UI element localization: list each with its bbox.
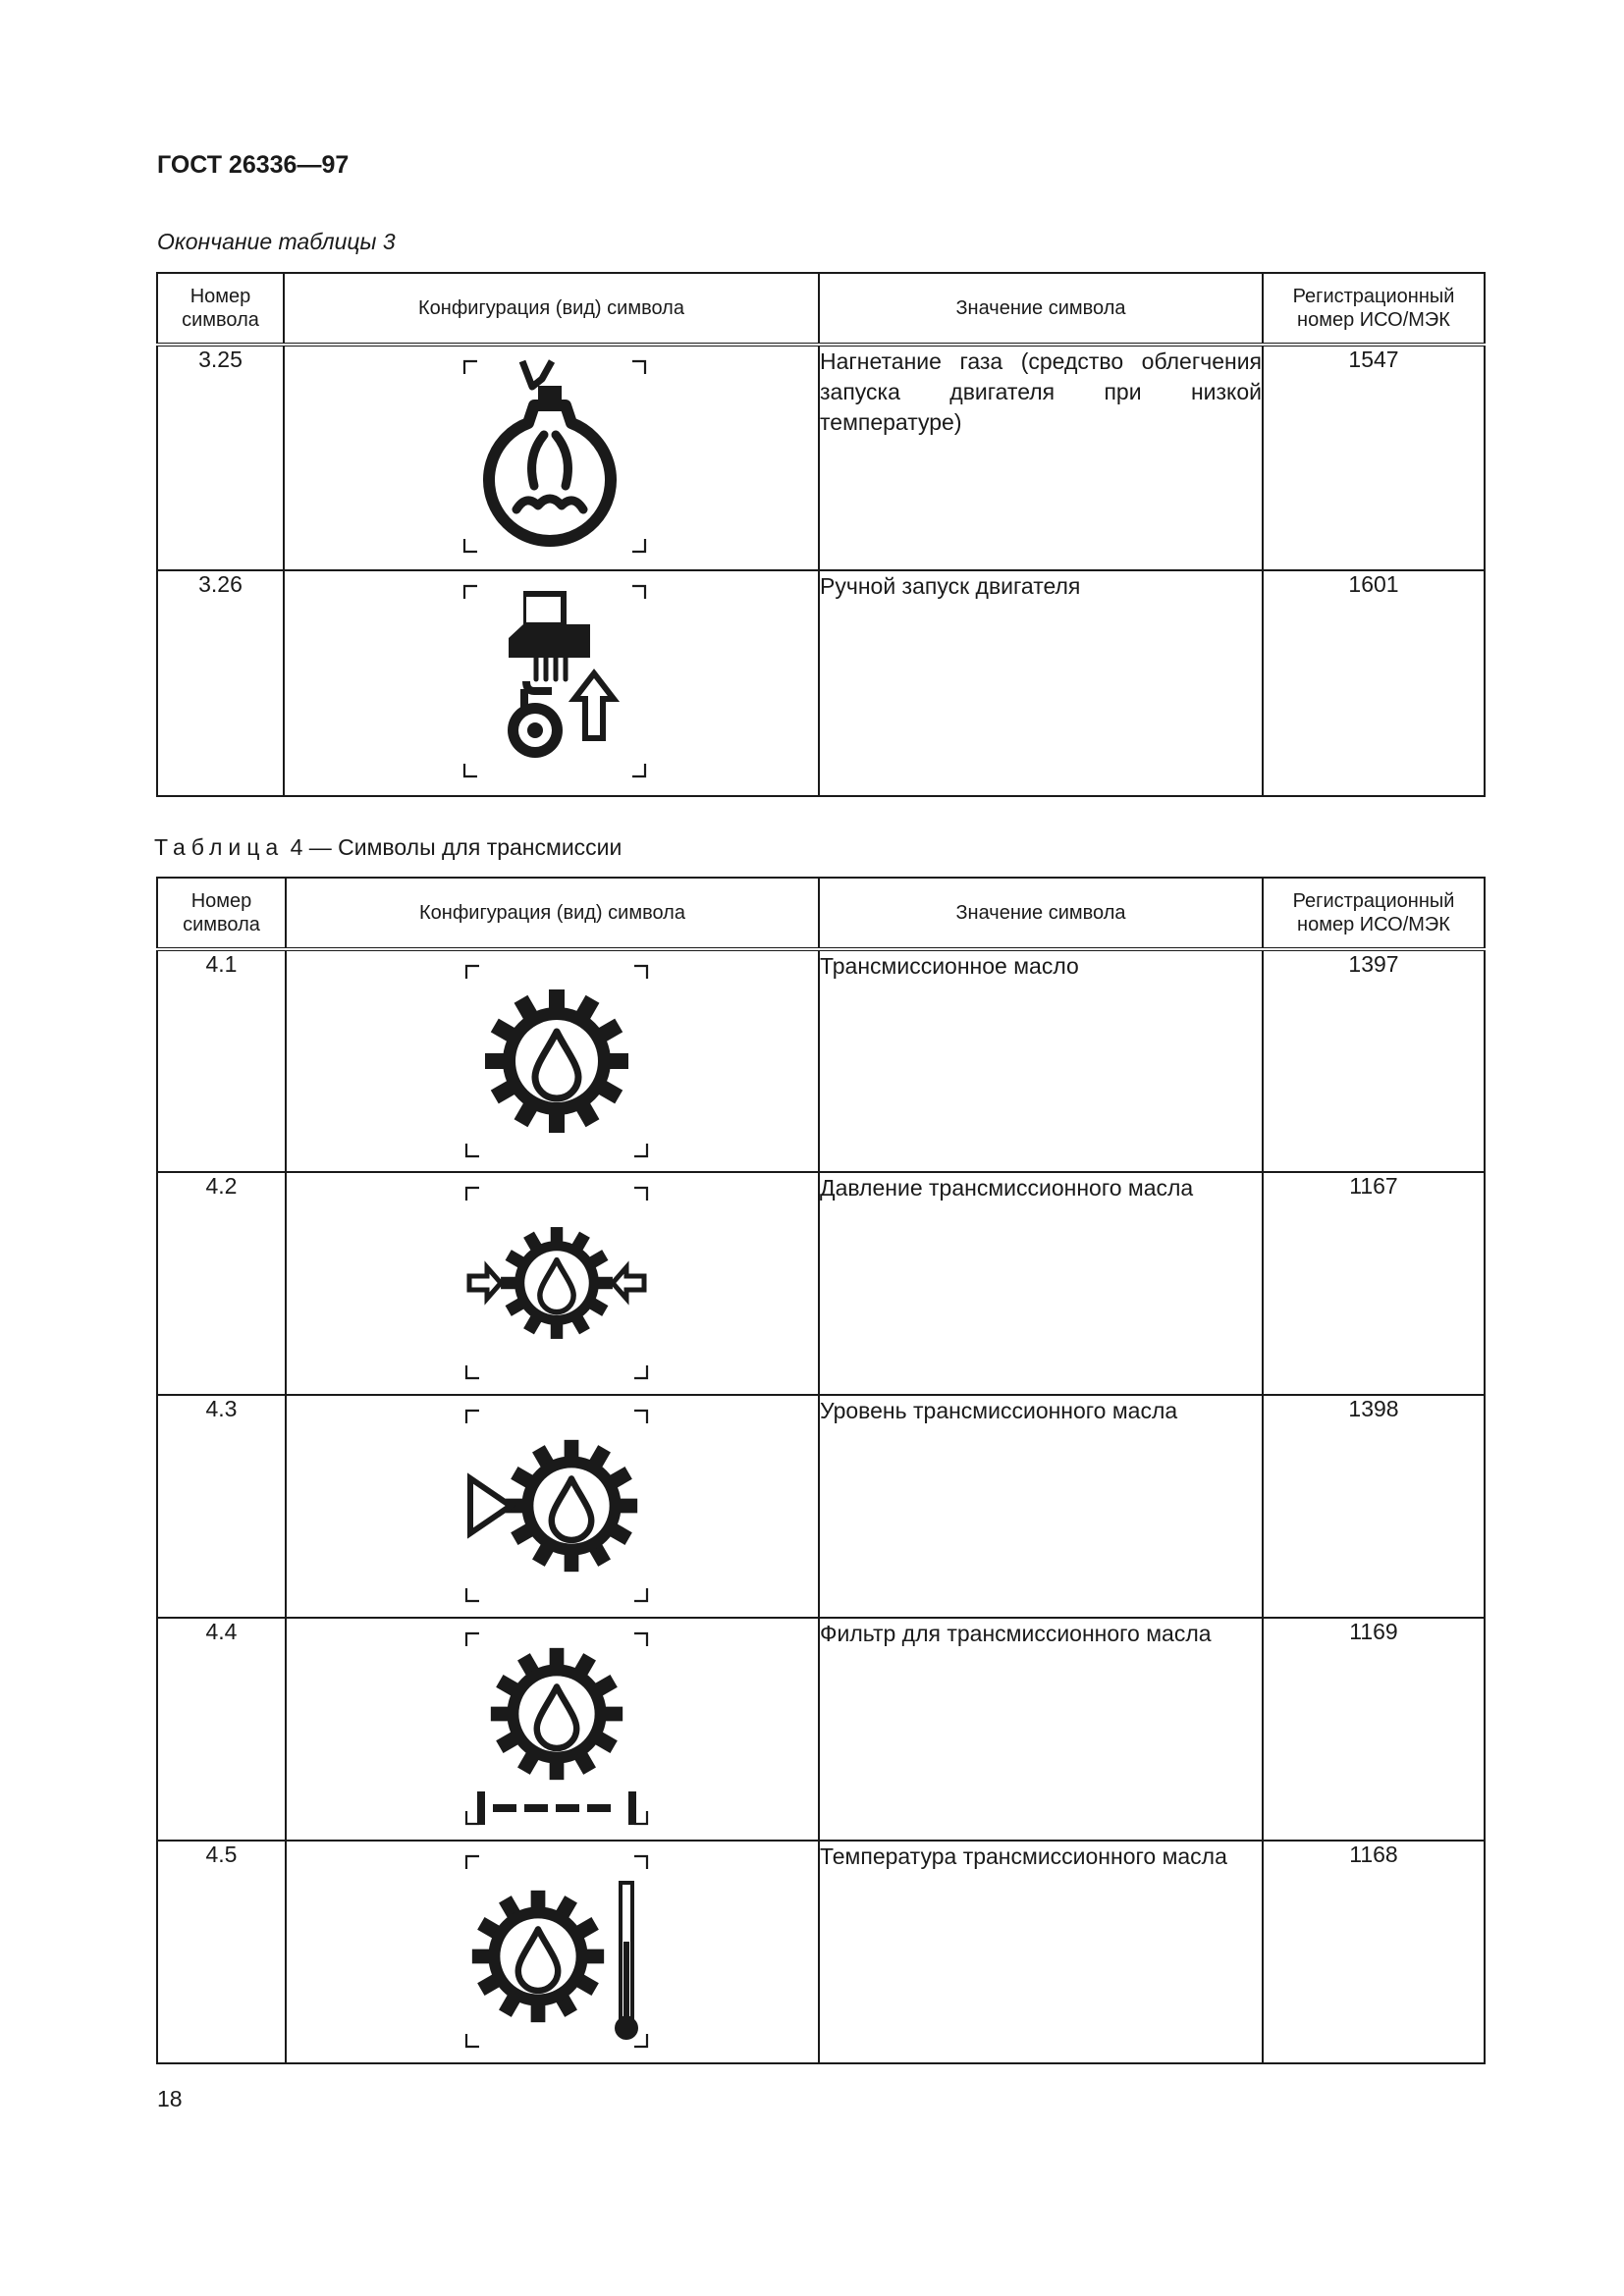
symbol-meaning: Ручной запуск двигателя bbox=[819, 570, 1263, 796]
table3-caption: Окончание таблицы 3 bbox=[157, 229, 396, 254]
symbol-configuration bbox=[286, 1172, 819, 1395]
column-header-number: Номер символа bbox=[157, 273, 284, 345]
symbol-configuration bbox=[286, 949, 819, 1172]
table-row bbox=[157, 949, 1485, 1172]
registration-number: 1169 bbox=[1263, 1618, 1485, 1841]
table4-caption bbox=[154, 834, 622, 861]
column-header-registration: Регистрационный номер ИСО/МЭК bbox=[1263, 273, 1485, 345]
column-header-configuration: Конфигурация (вид) символа bbox=[286, 878, 819, 949]
table-row bbox=[157, 570, 1485, 796]
table-row bbox=[157, 1841, 1485, 2063]
table-header-row bbox=[157, 878, 1485, 949]
transmission-oil-pressure-icon bbox=[463, 1185, 650, 1381]
column-header-number: Номер символа bbox=[157, 878, 286, 949]
symbol-number: 4.3 bbox=[157, 1395, 286, 1618]
symbol-configuration bbox=[286, 1841, 819, 2063]
symbol-configuration bbox=[286, 1395, 819, 1618]
registration-number: 1601 bbox=[1263, 570, 1485, 796]
symbol-configuration bbox=[286, 1618, 819, 1841]
manual-engine-start-icon bbox=[461, 583, 648, 779]
table4-caption-text: 4 — Символы для трансмиссии bbox=[284, 834, 623, 860]
registration-number: 1397 bbox=[1263, 949, 1485, 1172]
column-header-meaning: Значение символа bbox=[819, 273, 1263, 345]
symbol-number: 4.1 bbox=[157, 949, 286, 1172]
symbols-table-3 bbox=[156, 272, 1486, 797]
registration-number: 1398 bbox=[1263, 1395, 1485, 1618]
symbol-configuration bbox=[284, 345, 819, 570]
symbol-configuration bbox=[284, 570, 819, 796]
column-header-registration: Регистрационный номер ИСО/МЭК bbox=[1263, 878, 1485, 949]
page-number: 18 bbox=[157, 2086, 183, 2111]
transmission-oil-level-icon bbox=[463, 1408, 650, 1604]
table-header-row bbox=[157, 273, 1485, 345]
transmission-oil-temperature-icon bbox=[463, 1853, 650, 2050]
symbol-number: 4.4 bbox=[157, 1618, 286, 1841]
symbol-number: 4.5 bbox=[157, 1841, 286, 2063]
symbols-table-4 bbox=[156, 877, 1486, 2064]
table-row bbox=[157, 1618, 1485, 1841]
symbol-meaning: Температура трансмиссионного масла bbox=[819, 1841, 1263, 2063]
symbol-number: 3.25 bbox=[157, 345, 284, 570]
column-header-meaning: Значение символа bbox=[819, 878, 1263, 949]
gas-injection-icon bbox=[461, 358, 648, 555]
table-row bbox=[157, 345, 1485, 570]
symbol-meaning: Давление трансмиссионного масла bbox=[819, 1172, 1263, 1395]
registration-number: 1168 bbox=[1263, 1841, 1485, 2063]
symbol-number: 3.26 bbox=[157, 570, 284, 796]
table4-caption-prefix: Таблица bbox=[154, 834, 285, 860]
document-title: ГОСТ 26336—97 bbox=[157, 151, 350, 179]
transmission-oil-icon bbox=[463, 963, 650, 1159]
transmission-oil-filter-icon bbox=[463, 1630, 650, 1827]
symbol-meaning: Трансмиссионное масло bbox=[819, 949, 1263, 1172]
column-header-configuration: Конфигурация (вид) символа bbox=[284, 273, 819, 345]
table-row bbox=[157, 1395, 1485, 1618]
symbol-number: 4.2 bbox=[157, 1172, 286, 1395]
table-row bbox=[157, 1172, 1485, 1395]
registration-number: 1167 bbox=[1263, 1172, 1485, 1395]
symbol-meaning: Нагнетание газа (средство облегчения запуска двигателя при низкой температуре) bbox=[819, 345, 1263, 570]
symbol-meaning: Уровень трансмиссионного масла bbox=[819, 1395, 1263, 1618]
registration-number: 1547 bbox=[1263, 345, 1485, 570]
symbol-meaning: Фильтр для трансмиссионного масла bbox=[819, 1618, 1263, 1841]
